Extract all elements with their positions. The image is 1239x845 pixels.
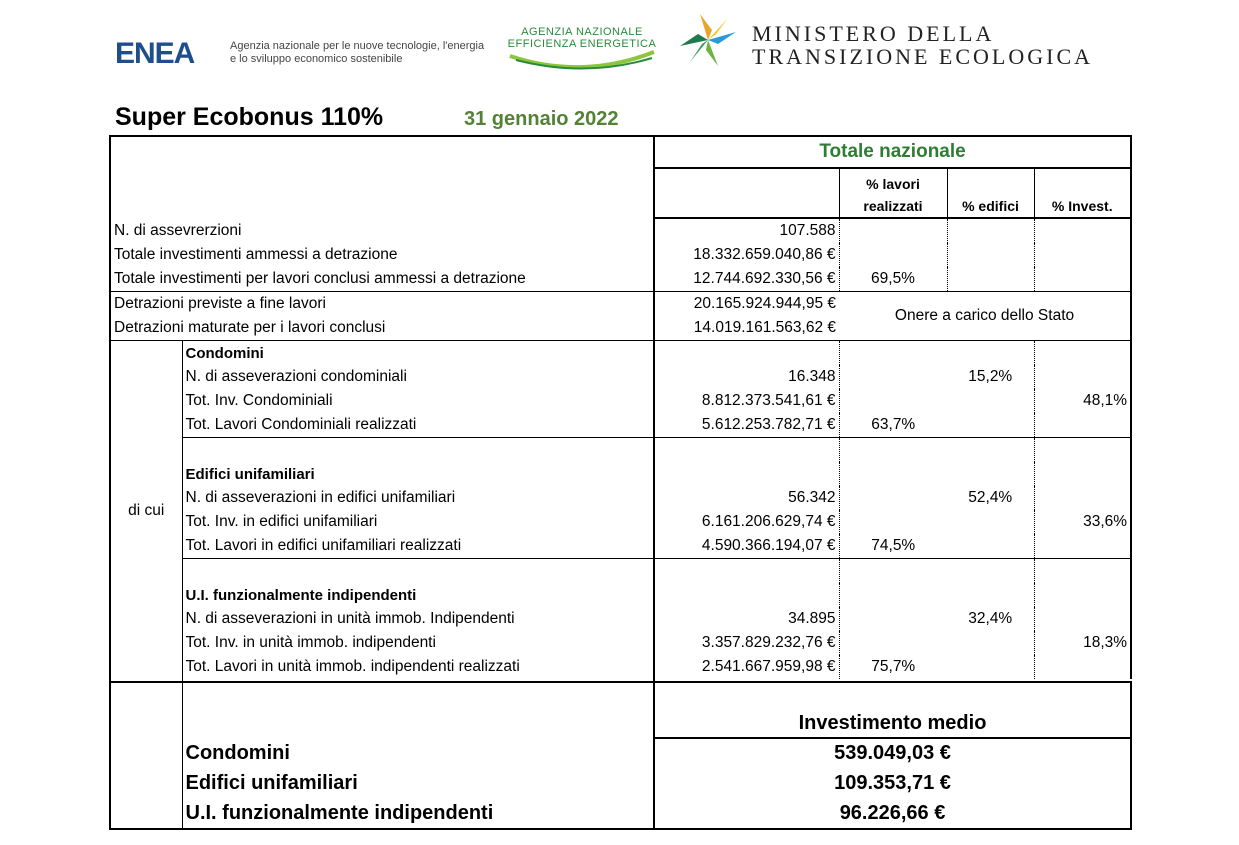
ecobonus-table [109,135,1132,830]
agency-logo: AGENZIA NAZIONALE EFFICIENZA ENERGETICA [506,22,658,72]
table-row: Tot. Lavori Condominiali realizzati 5.612.253.782,71 € 63,7% [110,413,1131,438]
table-row: N. di assevrerzioni 107.588 [110,218,1131,243]
table-row: Tot. Inv. Condominiali 8.812.373.541,61 € 48,1% [110,389,1131,413]
table-row: Totale investimenti ammessi a detrazione 18.332.659.040,86 € [110,243,1131,267]
group-title: Condomini [182,341,654,366]
table-row: U.I. funzionalmente indipendenti 96.226,66 € [110,798,1131,829]
table-row: Detrazioni previste a fine lavori 20.165.924.944,95 € Onere a carico dello Stato [110,292,1131,317]
enea-logo [115,38,223,68]
avg-investment-header: Investimento medio [654,709,1131,738]
ministry-emblem-icon [678,12,738,68]
table-row: N. di asseverazioni in unità immob. Indipendenti 34.895 32,4% [110,607,1131,631]
table-row: Tot. Lavori in unità immob. indipendenti realizzati 2.541.667.959,98 € 75,7% [110,655,1131,679]
table-row: Condomini 539.049,03 € [110,738,1131,768]
table-row: Edifici unifamiliari 109.353,71 € [110,768,1131,798]
col-invest-header: % Invest. [1034,168,1131,218]
table-row: Totale investimenti per lavori conclusi ammessi a detrazione 12.744.692.330,56 € 69,5% [110,267,1131,292]
report-date: 31 gennaio 2022 [464,108,619,130]
group-title: Edifici unifamiliari [182,462,654,486]
table-row: Tot. Inv. in edifici unifamiliari 6.161.206.629,74 € 33,6% [110,510,1131,534]
onere-label: Onere a carico dello Stato [839,292,1131,341]
total-national-header: Totale nazionale [654,136,1131,168]
table-row: Detrazioni maturate per i lavori conclusi 14.019.161.563,62 € [110,316,1131,341]
ministry-name: MINISTERO DELLA TRANSIZIONE ECOLOGICA [752,21,1094,69]
table-row: N. di asseverazioni condominiali 16.348 15,2% [110,365,1131,389]
table-row: Tot. Lavori in edifici unifamiliari realizzati 4.590.366.194,07 € 74,5% [110,534,1131,559]
svg-text:ENEA: ENEA [115,38,195,68]
col-lavori-header: % lavori realizzati [839,168,947,218]
group-title: U.I. funzionalmente indipendenti [182,583,654,607]
di-cui-label: di cui [110,341,182,683]
col-edifici-header: % edifici [947,168,1034,218]
enea-tagline: Agenzia nazionale per le nuove tecnologie, l'energia e lo sviluppo economico sostenibile [230,40,485,65]
table-row: Tot. Inv. in unità immob. indipendenti 3.357.829.232,76 € 18,3% [110,631,1131,655]
page-title: Super Ecobonus 110% [115,103,384,131]
table-row: N. di asseverazioni in edifici unifamiliari 56.342 52,4% [110,486,1131,510]
